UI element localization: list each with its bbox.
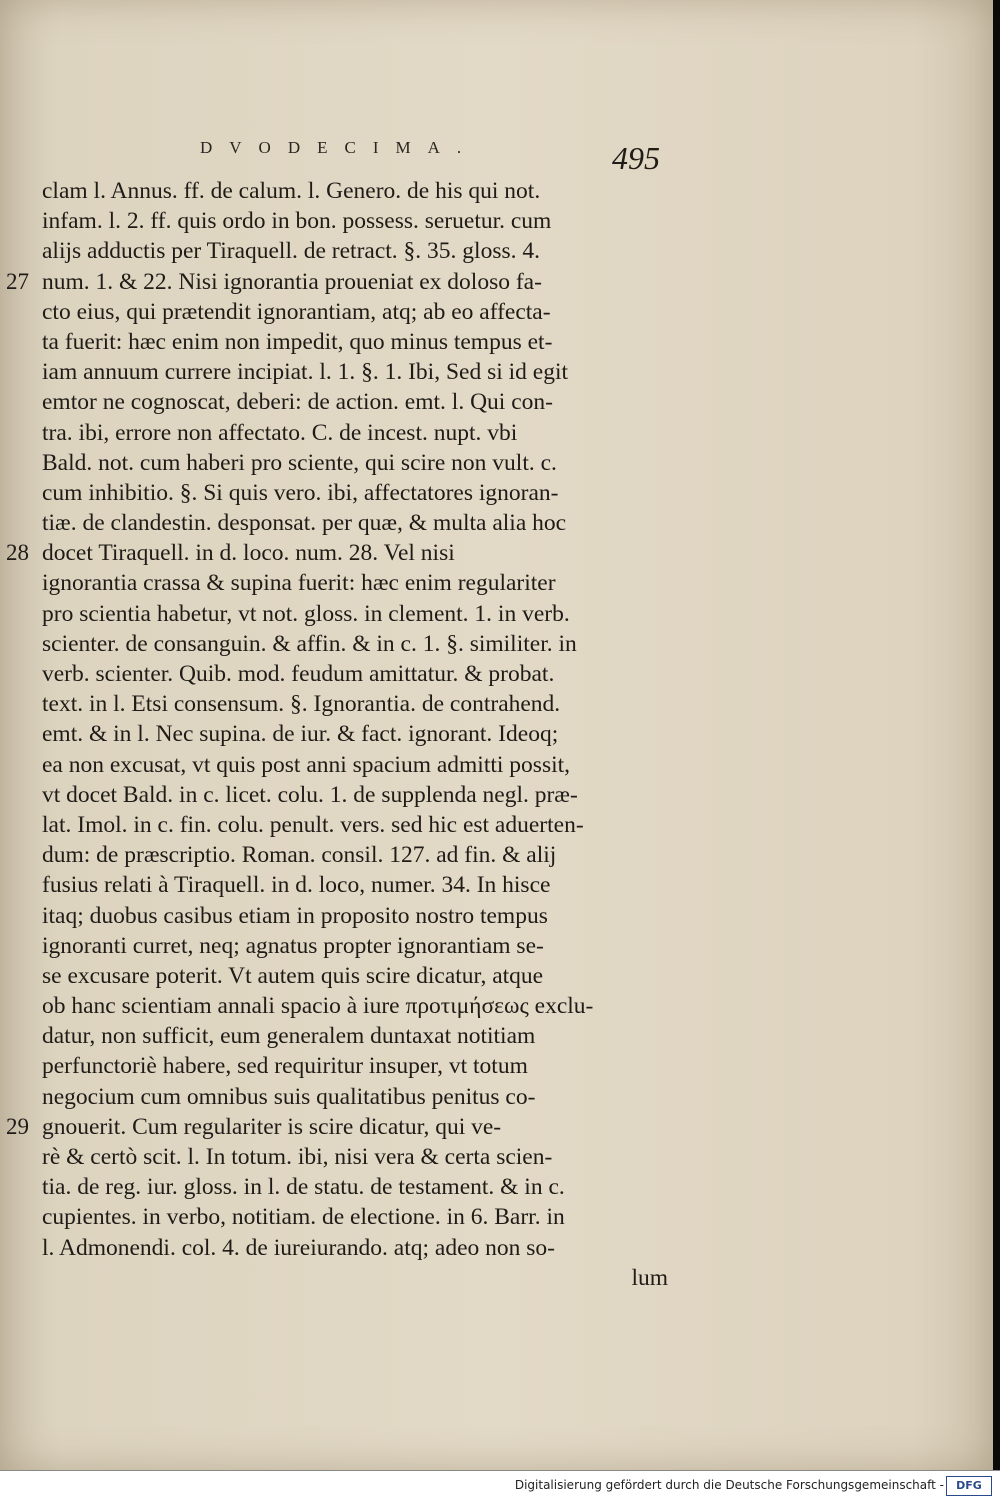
- text-line: [36, 176, 676, 206]
- line-text: perfunctoriè habere, sed requiritur insuper, vt totum: [42, 1053, 528, 1080]
- line-text: itaq; duobus casibus etiam in proposito nostro tempus: [42, 902, 548, 929]
- text-line: [36, 448, 676, 478]
- line-text: dum: de præscriptio. Roman. consil. 127. ad fin. & alij: [42, 842, 557, 869]
- text-line: [36, 418, 676, 448]
- text-line: [36, 206, 676, 236]
- dfg-logo: DFG: [946, 1476, 992, 1496]
- text-line: [36, 870, 676, 900]
- line-text: cto eius, qui prætendit ignorantiam, atq; ab eo affecta-: [42, 298, 551, 325]
- line-text: ta fuerit: hæc enim non impedit, quo minus tempus et-: [42, 328, 553, 355]
- line-text: gnouerit. Cum regulariter is scire dicatur, qui ve-: [42, 1113, 502, 1140]
- text-line: [36, 357, 676, 387]
- text-line: [36, 961, 676, 991]
- text-line: [36, 629, 676, 659]
- text-line: [36, 750, 676, 780]
- line-text: negocium cum omnibus suis qualitatibus penitus co-: [42, 1083, 536, 1110]
- margin-number: 29: [6, 1113, 29, 1139]
- text-line: [36, 327, 676, 357]
- line-text: ob hanc scientiam annali spacio à iure προτιμήσεως exclu-: [42, 993, 594, 1020]
- text-line: [36, 689, 676, 719]
- line-text: se excusare poterit. Vt autem quis scire dicatur, atque: [42, 962, 544, 989]
- body-text: [6, 176, 676, 1293]
- text-line: [36, 931, 676, 961]
- margin-number: 27: [6, 268, 29, 294]
- line-text: vt docet Bald. in c. licet. colu. 1. de supplenda negl. præ-: [42, 781, 578, 808]
- text-line: [36, 1051, 676, 1081]
- line-text: cupientes. in verbo, notitiam. de electione. in 6. Barr. in: [42, 1204, 565, 1231]
- line-text: verb. scienter. Quib. mod. feudum amittatur. & probat.: [42, 661, 555, 687]
- line-text: pro scientia habetur, vt not. gloss. in clement. 1. in verb.: [42, 600, 570, 627]
- line-text: iam annuum currere incipiat. l. 1. §. 1. Ibi, Sed si id egit: [42, 359, 569, 386]
- line-text: docet Tiraquell. in d. loco. num. 28. Vel nisi: [42, 540, 455, 567]
- text-line: [36, 599, 676, 629]
- line-text: num. 1. & 22. Nisi ignorantia proueniat ex doloso fa-: [42, 268, 542, 295]
- line-text: infam. l. 2. ff. quis ordo in bon. possess. seruetur. cum: [42, 208, 552, 235]
- text-line: [36, 810, 676, 840]
- text-line: [36, 1021, 676, 1051]
- line-text: datur, non sufficit, eum generalem duntaxat notitiam: [42, 1023, 536, 1050]
- line-text: fusius relati à Tiraquell. in d. loco, numer. 34. In hisce: [42, 872, 551, 899]
- line-text: tia. de reg. iur. gloss. in l. de statu. de testament. & in c.: [42, 1174, 565, 1201]
- text-line: [6, 538, 676, 568]
- text-line: [36, 1233, 676, 1263]
- line-text: text. in l. Etsi consensum. §. Ignorantia. de contrahend.: [42, 691, 561, 718]
- line-text: Bald. not. cum haberi pro sciente, qui scire non vult. c.: [42, 449, 557, 476]
- text-line: [36, 236, 676, 266]
- text-line: [36, 991, 676, 1021]
- text-line: [36, 840, 676, 870]
- text-line: [36, 508, 676, 538]
- line-text: rè & certò scit. l. In totum. ibi, nisi vera & certa scien-: [42, 1144, 553, 1170]
- line-text: lat. Imol. in c. fin. colu. penult. vers. sed hic est aduerten-: [42, 811, 584, 838]
- text-line: [36, 297, 676, 327]
- funding-note: Digitalisierung gefördert durch die Deutsche Forschungsgemeinschaft -: [514, 1478, 944, 1492]
- text-line: [36, 387, 676, 417]
- text-line: [36, 901, 676, 931]
- line-text: emt. & in l. Nec supina. de iur. & fact. ignorant. Ideoq;: [42, 721, 559, 748]
- line-text: tiæ. de clandestin. desponsat. per quæ, & multa alia hoc: [42, 510, 567, 537]
- line-text: emtor ne cognoscat, deberi: de action. emt. l. Qui con-: [42, 389, 553, 416]
- text-line: [36, 1082, 676, 1112]
- line-text: alijs adductis per Tiraquell. de retract. §. 35. gloss. 4.: [42, 238, 540, 265]
- line-text: clam l. Annus. ff. de calum. l. Genero. de his qui not.: [42, 178, 541, 204]
- text-line: [36, 780, 676, 810]
- text-line: [6, 1112, 676, 1142]
- line-text: scienter. de consanguin. & affin. & in c. 1. §. similiter. in: [42, 630, 577, 657]
- line-text: lum: [631, 1264, 668, 1291]
- text-line: [36, 478, 676, 508]
- margin-number: 28: [6, 540, 29, 566]
- text-line: [36, 568, 676, 598]
- text-line: [36, 719, 676, 749]
- line-text: ea non excusat, vt quis post anni spacium admitti possit,: [42, 751, 571, 778]
- text-line: [6, 267, 676, 297]
- footer-bar: [0, 1470, 1000, 1500]
- text-line: [36, 1263, 676, 1293]
- line-text: ignorantia crassa & supina fuerit: hæc enim regulariter: [42, 570, 556, 597]
- text-line: [36, 659, 676, 689]
- text-line: [36, 1202, 676, 1232]
- page-number: 495: [612, 140, 660, 176]
- text-line: [36, 1172, 676, 1202]
- line-text: tra. ibi, errore non affectato. C. de incest. nupt. vbi: [42, 419, 518, 446]
- running-title: DVODECIMA.: [200, 138, 479, 157]
- line-text: cum inhibitio. §. Si quis vero. ibi, affectatores ignoran-: [42, 479, 559, 506]
- text-line: [36, 1142, 676, 1172]
- line-text: l. Admonendi. col. 4. de iureiurando. atq; adeo non so-: [42, 1234, 555, 1261]
- line-text: ignoranti curret, neq; agnatus propter ignorantiam se-: [42, 932, 544, 959]
